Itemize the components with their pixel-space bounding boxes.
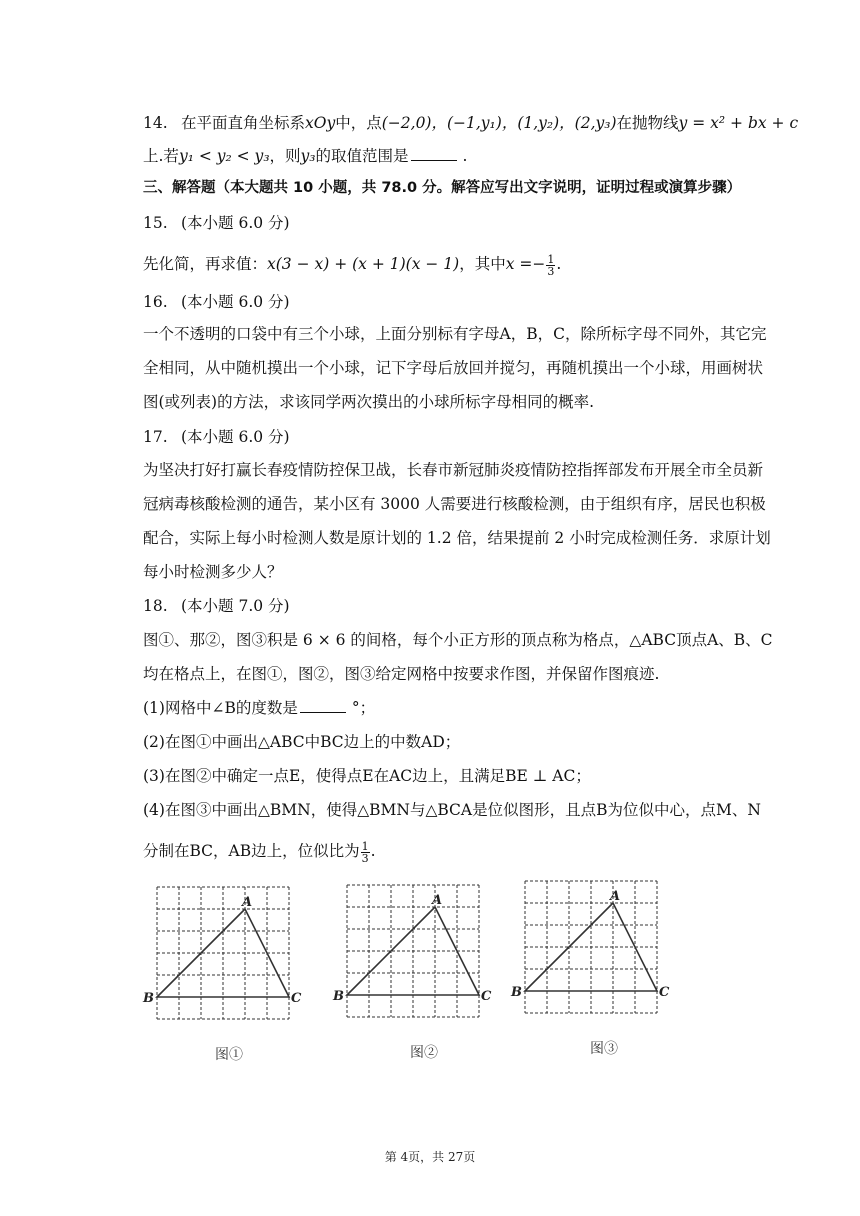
- q14-text: 中，点: [335, 114, 382, 132]
- q18-part2: (2)在图①中画出△ABC中BC边上的中数AD；: [143, 733, 461, 751]
- q18-text: °；: [351, 699, 376, 717]
- q15-score: (本小题 6.0 分): [181, 214, 290, 232]
- q15-math: x =−: [505, 255, 546, 273]
- q18-text: 分制在BC，AB边上，位似比为: [143, 842, 360, 860]
- q18-fraction: [361, 841, 370, 864]
- vertex-a-label: A: [432, 893, 443, 908]
- q15-text: .: [556, 255, 562, 273]
- vertex-c-label: C: [659, 985, 670, 1000]
- q16-score: (本小题 6.0 分): [181, 293, 290, 311]
- q18-line: 图①、那②，图③积是 6 × 6 的间格，每个小正方形的顶点称为格点，△ABC顶点A、B、C: [143, 631, 773, 649]
- frac-den: 3: [547, 264, 555, 278]
- q15-expression: x(3 − x) + (x + 1)(x − 1): [267, 255, 460, 273]
- q14-points: (−2,0)，(−1,y₁)，(1,y₂)，(2,y₃): [381, 114, 617, 132]
- q18-line: 均在格点上，在图①，图②，图③给定网格中按要求作图，并保留作图痕迹.: [143, 665, 660, 683]
- q14-number: 14.: [143, 114, 168, 132]
- q17-header: [143, 426, 290, 448]
- figure-1-caption: 图①: [215, 1047, 243, 1063]
- q14-text: 上.若: [143, 147, 179, 165]
- vertex-a-label: A: [242, 895, 253, 910]
- q15-number: 15.: [143, 214, 168, 232]
- page-footer: 第 4页，共 27页: [384, 1150, 476, 1164]
- q14-text: .: [462, 147, 468, 165]
- q17-line: 每小时检测多少人？: [143, 563, 283, 581]
- vertex-b-label: B: [511, 985, 522, 1000]
- q18-text: .: [370, 842, 376, 860]
- q15-header: [143, 212, 290, 234]
- section-heading: 三、解答题（本大题共 10 小题，共 78.0 分。解答应写出文字说明，证明过程或演算步骤）: [143, 180, 742, 196]
- answer-blank: [300, 698, 346, 713]
- figure-3-caption: 图③: [590, 1041, 618, 1057]
- q15-body: [143, 253, 561, 277]
- vertex-a-label: A: [610, 889, 621, 904]
- figure-1-grid: [140, 880, 310, 1030]
- q14-line1: [143, 112, 798, 134]
- q17-line: 为坚决打好打赢长春疫情防控保卫战，长春市新冠肺炎疫情防控指挥部发布开展全市全员新: [143, 461, 764, 479]
- q16-line: 图(或列表)的方法，求该同学两次摸出的小球所标字母相同的概率.: [143, 393, 595, 411]
- q16-header: [143, 291, 290, 313]
- q14-inequality: y₁ < y₂ < y₃: [178, 147, 270, 165]
- q18-number: 18.: [143, 597, 168, 615]
- q14-text: ，则: [269, 147, 301, 165]
- q16-number: 16.: [143, 293, 168, 311]
- frac-num: 1: [361, 839, 369, 853]
- vertex-b-label: B: [143, 991, 154, 1006]
- vertex-c-label: C: [291, 991, 302, 1006]
- vertex-c-label: C: [481, 989, 492, 1004]
- frac-num: 1: [547, 252, 555, 266]
- figure-2-caption: 图②: [410, 1045, 438, 1061]
- q18-text: (1)网格中∠B的度数是: [143, 699, 298, 717]
- q15-fraction: [546, 254, 555, 277]
- q18-part4: (4)在图③中画出△BMN，使得△BMN与△BCA是位似图形，且点B为位似中心，点M、N: [143, 801, 761, 819]
- q15-text: ，其中: [459, 255, 506, 273]
- q14-text: 在平面直角坐标系: [181, 114, 306, 132]
- q16-line: 一个不透明的口袋中有三个小球，上面分别标有字母A，B，C，除所标字母不同外，其它完: [143, 325, 767, 343]
- q17-line: 冠病毒核酸检测的通告，某小区有 3000 人需要进行核酸检测，由于组织有序，居民也积极: [143, 495, 766, 513]
- q18-score: (本小题 7.0 分): [181, 597, 290, 615]
- q14-math: y₃: [300, 147, 316, 165]
- vertex-b-label: B: [333, 989, 344, 1004]
- q14-text: 在抛物线: [616, 114, 679, 132]
- q14-text: 的取值范围是: [315, 147, 409, 165]
- q17-number: 17.: [143, 428, 168, 446]
- q14-math: xOy: [305, 114, 336, 132]
- q18-part3: (3)在图②中确定一点E，使得点E在AC边上，且满足BE ⊥ AC；: [143, 767, 591, 785]
- q16-line: 全相同，从中随机摸出一个小球，记下字母后放回并搅匀，再随机摸出一个小球，用画树状: [143, 359, 764, 377]
- frac-den: 3: [361, 851, 369, 865]
- q14-parabola-equation: y = x² + bx + c: [678, 114, 799, 132]
- q15-text: 先化简，再求值：: [143, 255, 268, 273]
- q18-part4-cont: [143, 840, 376, 864]
- figure-3-grid: [508, 874, 678, 1024]
- q17-score: (本小题 6.0 分): [181, 428, 290, 446]
- q18-header: [143, 595, 290, 617]
- q18-part1: [143, 697, 375, 719]
- q17-line: 配合，实际上每小时检测人数是原计划的 1.2 倍，结果提前 2 小时完成检测任务．求原计划: [143, 529, 771, 547]
- q14-line2: [143, 145, 467, 167]
- figure-2-grid: [330, 878, 500, 1028]
- answer-blank: [411, 146, 457, 161]
